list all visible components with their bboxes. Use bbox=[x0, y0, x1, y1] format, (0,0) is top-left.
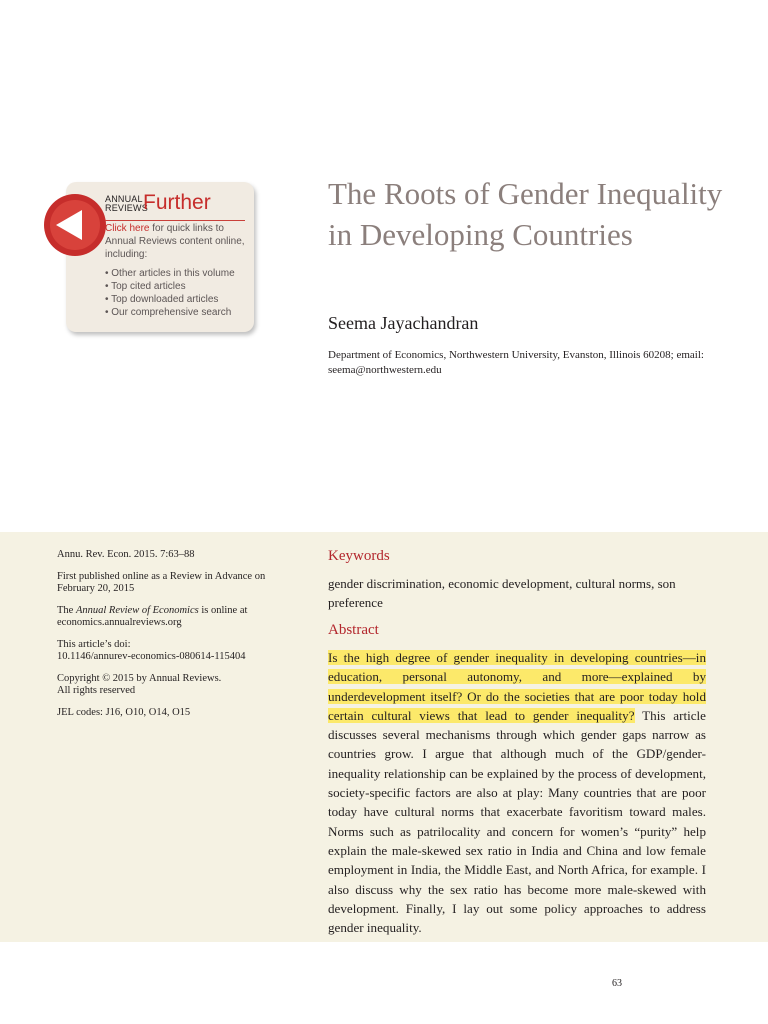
further-wordmark: Further bbox=[143, 191, 211, 214]
abstract-text: Is the high degree of gender inequality in developing countries—in education, personal autonomy, and more—explained by underdevelopment itself? Or do the societies that are poor today hold certain cultural views that lead to gender inequality? This article discusses several mechanisms through which gender gaps narrow as countries grow. I argue that although much of the GDP/gender-inequality relationship can be explained by the process of development, society-specific factors are also at play: Many countries that are poor today have cultural norms that exacerbate favoritism toward males. Norms such as patrilocality and concern for women’s “purity” help explain the male-skewed sex ratio in India and China and low female employment in India, the Middle East, and North Africa, for example. I also discuss why the sex ratio has become more male-skewed with development. Finally, I lay out some policy approaches to address gender inequality. bbox=[328, 650, 706, 936]
doi: This article’s doi: 10.1146/annurev-economics-080614-115404 bbox=[57, 638, 246, 662]
further-link-item[interactable]: • Top downloaded articles bbox=[105, 294, 219, 305]
author-name: Seema Jayachandran bbox=[328, 313, 479, 333]
article-meta bbox=[57, 549, 297, 728]
abstract-heading: Abstract bbox=[328, 622, 379, 638]
further-header bbox=[105, 191, 245, 221]
jel-codes: JEL codes: J16, O10, O14, O15 bbox=[57, 706, 191, 718]
publication-date: First published online as a Review in Advance on February 20, 2015 bbox=[57, 570, 266, 594]
doi-link[interactable]: 10.1146/annurev-economics-080614-115404 bbox=[57, 651, 246, 662]
article-title: The Roots of Gender Inequality in Developing Countries bbox=[328, 176, 723, 252]
further-links-list bbox=[105, 267, 255, 319]
journal-online: The Annual Review of Economics is online at economics.annualreviews.org bbox=[57, 604, 248, 628]
highlighted-text: Is the high degree of gender inequality in developing countries—in education, personal autonomy, and more—explained by underdevelopment itself? Or do the societies that are poor today hold certain cultural views that lead to gender inequality? bbox=[328, 650, 706, 723]
keywords-text: gender discrimination, economic development, cultural norms, son preference bbox=[328, 576, 676, 610]
keywords-heading: Keywords bbox=[328, 548, 390, 564]
left-arrow-icon[interactable] bbox=[42, 190, 108, 260]
citation: Annu. Rev. Econ. 2015. 7:63–88 bbox=[57, 549, 195, 560]
further-link-item[interactable]: • Our comprehensive search bbox=[105, 307, 232, 318]
copyright: Copyright © 2015 by Annual Reviews. All rights reserved bbox=[57, 672, 222, 696]
author-affiliation: Department of Economics, Northwestern University, Evanston, Illinois 60208; email: seema@northwestern.edu bbox=[328, 349, 704, 376]
page-number: 63 bbox=[612, 978, 622, 989]
further-description: Click here for quick links to Annual Reviews content online, including: • Other articles in this volume • Top cited articles • Top downloaded articles • Our comprehensive search bbox=[105, 222, 255, 319]
further-link-item[interactable]: • Other articles in this volume bbox=[105, 268, 235, 279]
click-here-link[interactable]: Click here bbox=[105, 223, 150, 234]
annual-reviews-logo: ANNUAL REVIEWS bbox=[105, 194, 148, 213]
further-link-item[interactable]: • Top cited articles bbox=[105, 281, 186, 292]
